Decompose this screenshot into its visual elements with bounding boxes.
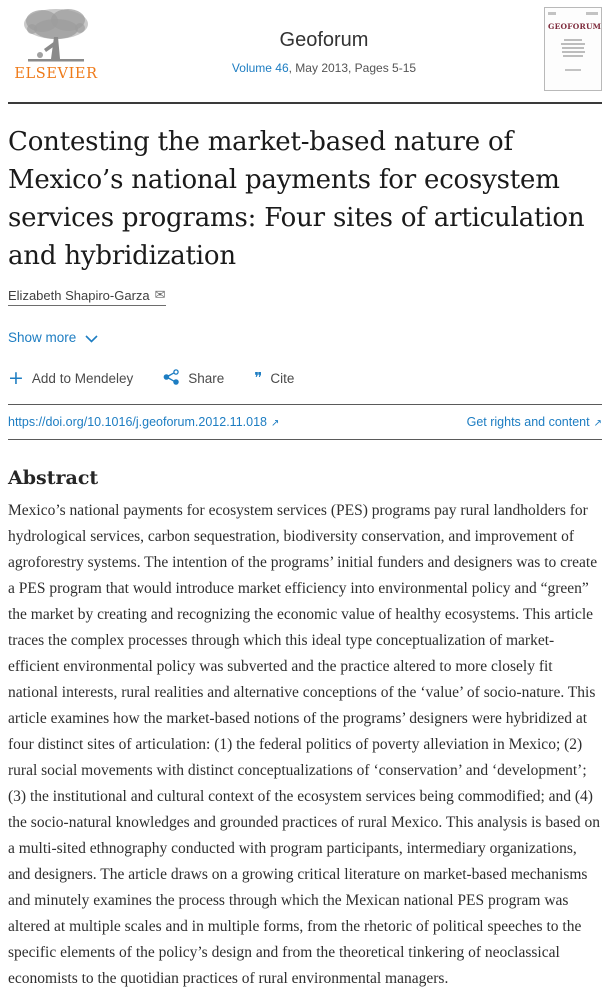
author-row xyxy=(8,287,602,306)
share-button[interactable] xyxy=(163,369,224,388)
journal-cover-thumbnail[interactable] xyxy=(544,7,602,91)
elsevier-tree-icon xyxy=(8,7,104,65)
show-more-button[interactable] xyxy=(8,330,98,345)
doi-link[interactable]: https://doi.org/10.1016/j.geoforum.2012.11.018 ↗ xyxy=(8,415,280,429)
add-to-mendeley-button[interactable] xyxy=(8,369,133,388)
author-link[interactable] xyxy=(8,288,166,306)
cover-journal-title: GEOFORUM xyxy=(548,22,602,31)
external-link-icon: ↗ xyxy=(270,418,280,429)
elsevier-logo[interactable] xyxy=(8,5,104,82)
show-more-label: Show more xyxy=(8,330,77,345)
cite-quote-icon: ❞ xyxy=(254,369,263,387)
abstract-text: Mexico’s national payments for ecosystem services (PES) programs pay rural landholders for hydrological services, carbon sequestration, biodiversity conservation, and improvement of agroforestry systems. The intention of the programs’ initial funders and designers was to create a PES program that would introduce market efficiency into environmental policy and “green” the market by creating and recognizing the economic value of healthy ecosystems. This article traces the complex processes through which this ideal type conceptualization of market-efficient environmental policy was subverted and the practice altered to more closely fit national interests, rural realities and alternative conceptions of the ‘value’ of socio-nature. This article examines how the market-based notions of the programs’ designers were hybridized at four distinct sites of articulation: (1) the federal politics of poverty alleviation in Mexico; (2) rural social movements with distinct conceptualizations of ‘conservation’ and ‘development’; (3) the institutional and cultural context of the ecosystem services being commodified; and (4) the socio-natural knowledges and grounded practices of rural Mexico. This analysis is based on a multi-sited ethnography conducted with program participants, intermediary organizations, and designers. The article draws on a growing critical literature on market-based mechanisms and minutely examines the process through which the Mexican national PES program was altered at multiple scales and in multiple forms, from the rhetoric of political speeches to the specific elements of the policy’s design and from the theoretical tinkering of neoclassical economists to the quotidian practices of rural environmental managers. xyxy=(8,502,600,987)
cover-footer-mark xyxy=(565,69,581,71)
article-title: Contesting the market-based nature of Mexico’s national payments for ecosystem services programs: Four sites of articulation and hybridization xyxy=(8,127,585,271)
doi-divider-bottom xyxy=(8,439,602,440)
journal-header-center xyxy=(104,5,544,75)
journal-title: Geoforum xyxy=(279,29,369,51)
author-name: Elizabeth Shapiro-Garza xyxy=(8,288,150,303)
article-actions xyxy=(8,369,602,388)
cover-header-marks xyxy=(548,12,598,15)
cite-button[interactable] xyxy=(254,371,294,386)
volume-issue-line xyxy=(104,61,544,75)
journal-header xyxy=(8,5,602,97)
issue-info: , May 2013, Pages 5-15 xyxy=(288,61,417,75)
chevron-down-icon xyxy=(85,335,98,343)
envelope-icon: ✉ xyxy=(154,288,166,303)
abstract-heading: Abstract xyxy=(8,467,99,489)
plus-icon: + xyxy=(8,367,24,389)
cite-label: Cite xyxy=(270,371,295,386)
share-label: Share xyxy=(188,371,225,386)
doi-row xyxy=(8,405,602,439)
share-icon xyxy=(163,369,180,388)
external-link-icon: ↗ xyxy=(593,418,602,429)
header-divider xyxy=(8,102,602,104)
cover-text-lines xyxy=(548,39,598,57)
add-to-mendeley-label: Add to Mendeley xyxy=(31,371,134,386)
volume-link[interactable]: Volume 46 xyxy=(231,61,289,75)
rights-and-content-link[interactable]: Get rights and content ↗ xyxy=(466,415,602,429)
elsevier-wordmark: ELSEVIER xyxy=(14,66,98,82)
